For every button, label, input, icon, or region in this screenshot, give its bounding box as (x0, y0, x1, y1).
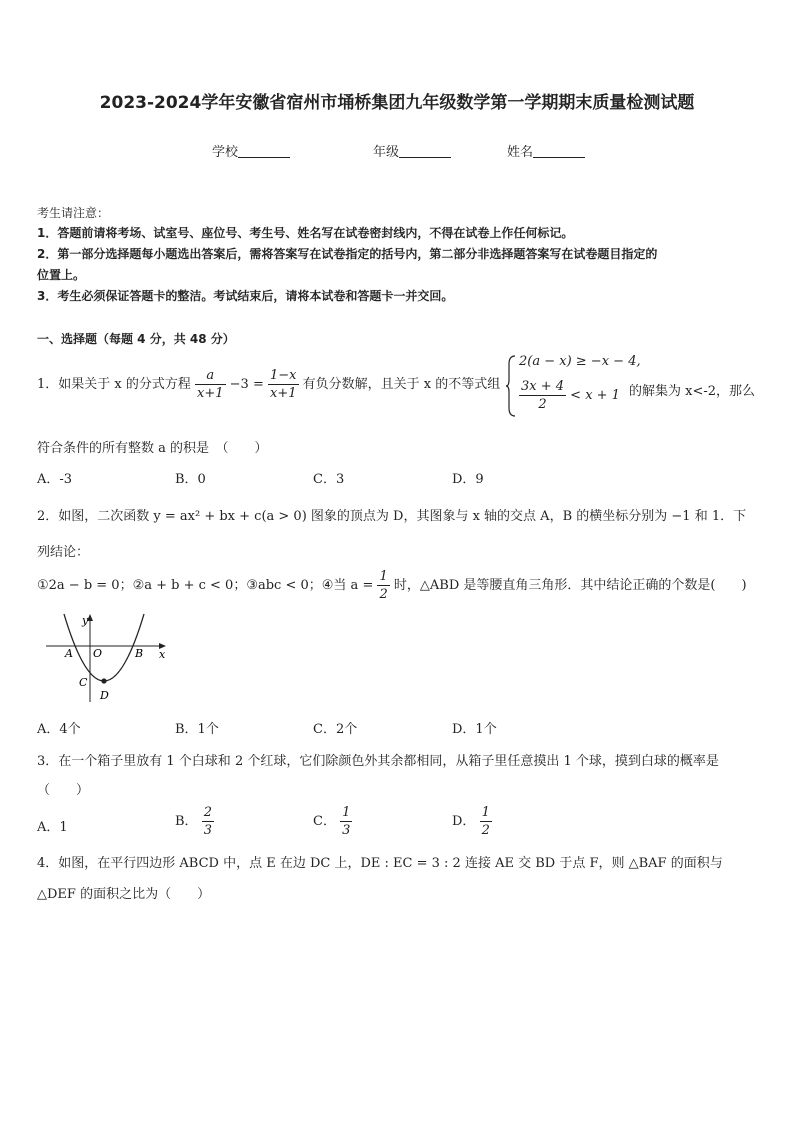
q1-system-line-2 (519, 378, 620, 413)
q3-option-c-fraction (340, 804, 352, 839)
question-3-line-2: （ ） (37, 783, 90, 798)
notes-heading: 考生请注意： (37, 206, 110, 220)
q3-c-denominator: 3 (342, 823, 351, 838)
label-x: x (159, 648, 166, 661)
q3-option-b[interactable] (175, 804, 214, 839)
label-a: A (65, 647, 73, 660)
q1-option-b[interactable]: B．0 (175, 472, 206, 487)
q2-fraction (377, 568, 389, 603)
q1-text-1: 1．如果关于 x 的分式方程 (37, 377, 191, 392)
grade-field[interactable] (373, 141, 451, 160)
q1-f1-denominator: x+1 (197, 386, 224, 401)
q1-text-3: 的解集为 x<-2，那么 (629, 384, 756, 399)
question-1-line-2: 符合条件的所有整数 a 的积是 （ ） (37, 441, 268, 456)
question-4-line-1: 4．如图，在平行四边形 ABCD 中，点 E 在边 DC 上，DE : EC = 3 : 2 连接 AE 交 BD 于点 F，则 △BAF 的面积与 (37, 856, 723, 871)
note-3: 3．考生必须保证答题卡的整洁。考试结束后，请将本试卷和答题卡一并交回。 (37, 289, 454, 303)
question-4-line-2: △DEF 的面积之比为（ ） (37, 887, 211, 902)
q1-system-line-1: 2(a − x) ≥ −x − 4, (519, 354, 641, 369)
label-y: y (82, 614, 89, 627)
label-o: O (93, 647, 103, 660)
q1-sys-denominator: 2 (538, 397, 547, 412)
q3-option-a[interactable]: A．1 (37, 820, 68, 835)
q3-d-numerator: 1 (481, 805, 490, 820)
grade-label: 年级 (373, 145, 400, 160)
q3-b-numerator: 2 (203, 805, 212, 820)
q1-fraction-2 (268, 367, 299, 402)
q3-option-b-label: B． (175, 814, 198, 829)
name-field[interactable] (507, 141, 585, 160)
question-3-line-1: 3．在一个箱子里放有 1 个白球和 2 个红球，它们除颜色外其余都相同，从箱子里任意摸出 1 个球，摸到白球的概率是 (37, 754, 719, 769)
school-label: 学校 (212, 145, 239, 160)
school-field[interactable] (212, 141, 290, 160)
q2-denominator: 2 (379, 587, 388, 602)
q2-option-a[interactable]: A．4个 (37, 722, 81, 737)
q2-option-d[interactable]: D．1个 (452, 722, 497, 737)
q1-option-c[interactable]: C．3 (313, 472, 345, 487)
q1-fraction-1 (195, 367, 226, 402)
q3-b-denominator: 3 (203, 823, 212, 838)
q2-question-text: 时，△ABD 是等腰直角三角形．其中结论正确的个数是( ) (393, 578, 747, 593)
question-2-line-2: 列结论： (37, 545, 90, 560)
name-blank[interactable] (533, 145, 585, 158)
grade-blank[interactable] (399, 145, 451, 158)
parabola-curve (64, 614, 144, 681)
q1-option-d[interactable]: D．9 (452, 472, 484, 487)
note-2: 2．第一部分选择题每小题选出答案后，需将答案写在试卷指定的括号内，第二部分非选择题答案写在试卷题目指定的 (37, 247, 658, 261)
vertex-point (101, 678, 106, 683)
q1-sys-right: < x + 1 (570, 388, 620, 403)
question-1-line-1 (37, 367, 500, 402)
note-2-cont: 位置上。 (37, 268, 86, 282)
q1-sys-numerator: 3x + 4 (521, 379, 565, 394)
q2-option-b[interactable]: B．1个 (175, 722, 219, 737)
q3-d-denominator: 2 (481, 823, 490, 838)
q3-option-d-label: D． (452, 814, 476, 829)
q1-brace-icon (505, 354, 517, 418)
q1-minus-three: −3 = (229, 377, 264, 392)
q1-f1-numerator: a (195, 367, 226, 385)
q3-option-c-label: C． (313, 814, 336, 829)
q2-conditions-text: ①2a − b = 0；②a + b + c < 0；③abc < 0；④当 a = (37, 578, 374, 593)
q3-option-d[interactable] (452, 804, 492, 839)
name-label: 姓名 (507, 145, 534, 160)
section-heading: 一、选择题（每题 4 分，共 48 分） (37, 332, 235, 346)
q1-f2-numerator: 1−x (270, 368, 297, 383)
q1-f2-denominator: x+1 (270, 386, 297, 401)
question-2-line-3 (37, 568, 747, 603)
label-c: C (79, 676, 88, 689)
page-title: 2023-2024学年安徽省宿州市埇桥集团九年级数学第一学期期末质量检测试题 (99, 93, 695, 113)
q3-option-b-fraction (202, 804, 214, 839)
note-1: 1．答题前请将考场、试室号、座位号、考生号、姓名写在试卷密封线内，不得在试卷上作任何标记。 (37, 226, 574, 240)
q3-c-numerator: 1 (342, 805, 351, 820)
school-blank[interactable] (238, 145, 290, 158)
label-d: D (100, 689, 109, 702)
q3-option-c[interactable] (313, 804, 352, 839)
q1-option-a[interactable]: A．-3 (37, 472, 73, 487)
parabola-figure (44, 612, 174, 704)
q2-numerator: 1 (379, 569, 388, 584)
q1-text-2: 有负分数解，且关于 x 的不等式组 (302, 377, 501, 392)
question-2-line-1: 2．如图，二次函数 y = ax² + bx + c(a > 0) 图象的顶点为 D，其图象与 x 轴的交点 A，B 的横坐标分别为 −1 和 1．下 (37, 509, 747, 524)
label-b: B (135, 647, 144, 660)
q1-sys-fraction (519, 378, 566, 413)
q2-option-c[interactable]: C．2个 (313, 722, 358, 737)
q3-option-d-fraction (480, 804, 492, 839)
